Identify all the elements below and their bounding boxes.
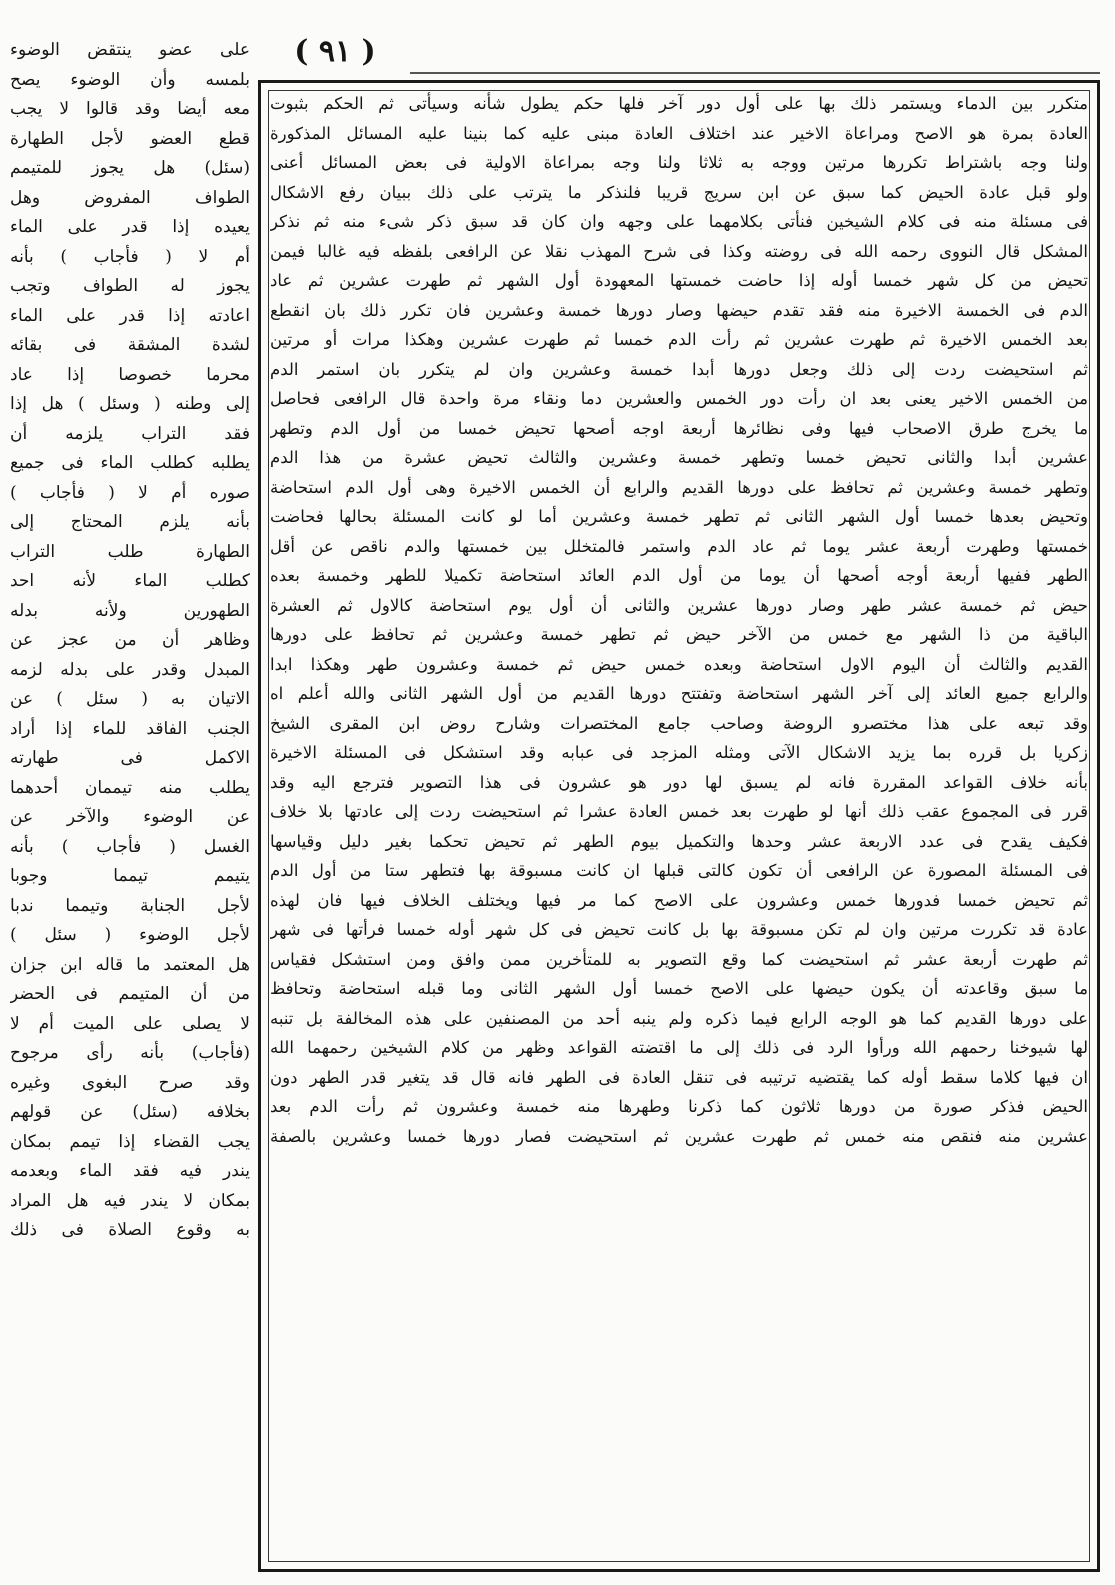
main-text-line: خمستها وطهرت أربعة عشر يوما ثم عاد الدم واستمر فالمتخلل بين خمستها والدم ناقص عن أقل: [270, 536, 1088, 556]
main-text-line: الباقية من ذا الشهر مع خمس من الآخر حيض ثم تطهر خمسة وعشرين ثم تحافظ على دورها: [270, 625, 1088, 644]
main-text-body: [270, 89, 1088, 1565]
header-rule: [410, 72, 1100, 74]
main-text-line: ان فيها كلاما سقط أوله كما يقتضيه ترتيبه فى تنقل العادة فى الطهر فانه قال قد يتغير قدر الطهر دون: [270, 1067, 1088, 1087]
main-text-line: متكرر بين الدماء ويستمر ذلك بها على أول دور آخر فلها حكم يطول شأنه وسيأتى ثم الحكم بثبوت: [270, 94, 1088, 113]
margin-text-line: يندر فيه فقد الماء وبعدمه: [10, 1161, 250, 1181]
main-text-line: عشرين منه فنقص منه خمس ثم طهرت عشرين ثم استحيضت فصار دورها خمسا وعشرين بالصفة: [270, 1126, 1088, 1146]
main-text-line: وتطهر خمسة وعشرين ثم تحافظ على دورها القديم والرابع أن الخمس الاخيرة وهى أول الدم استحاضة: [270, 477, 1088, 497]
margin-text-line: محرما خصوصا إذا عاد: [10, 364, 250, 385]
margin-text-line: قطع العضو لأجل الطهارة: [10, 128, 250, 149]
margin-text-line: أم لا ( فأجاب ) بأنه: [10, 246, 250, 267]
main-text-line: ما سبق وقاعدته أن يكون حيضها على الاصح خمسا أول الشهر الثانى وما قبله استحاضة وتحافظ: [270, 979, 1088, 998]
margin-text-line: بلمسه وأن الوضوء يصح: [10, 69, 250, 90]
main-text-line: وتحيض بعدها خمسا أول الشهر الثانى ثم تطهر خمسة وعشرين أما لو كانت المسئلة بحالها فحاضت: [270, 507, 1088, 526]
margin-text-line: الغسل ( فأجاب ) بأنه: [10, 836, 250, 857]
margin-text-line: اعادته إذا قدر على الماء: [10, 305, 250, 326]
margin-text-line: بأنه يلزم المحتاج إلى: [10, 512, 250, 532]
margin-text-line: يطلب منه تيممان أحدهما: [10, 777, 250, 798]
main-text-line: فى مسئلة منه فى كلام الشيخين فنأتى بكلامهما على وجهه وان كان قد سبق ذكر شىء منه ثم نذكر: [270, 212, 1088, 231]
main-text-line: ثم استحيضت ردت إلى ذلك وجعل دورها أبدا خمسة وعشرين وان لم يتكرر بان استمر الدم: [270, 359, 1088, 379]
margin-text-line: (فأجاب) بأنه رأى مرجوح: [10, 1043, 250, 1063]
main-text-line: فى المسئلة المصورة عن الرافعى أن تكون كالتى قبلها ان كانت مسبوقة بها فتطهر ستا من أول الدم: [270, 861, 1088, 880]
main-text-line: لها شيوخنا رحمهم الله ورأوا الرد فى ذلك إلى ما اقتضته القواعد وظهر من كلام الشيخين رحمهما الله: [270, 1038, 1088, 1057]
margin-text-line: إلى وطنه ( وسئل ) هل إذا: [10, 394, 250, 414]
margin-text-line: يجوز له الطواف وتجب: [10, 276, 250, 296]
margin-text-line: صوره أم لا ( فأجاب ): [10, 482, 250, 503]
main-text-line: تحيض من كل شهر خمسا أوله إذا حاضت خمستها المعهودة أول الشهر ثم طهرت عشرين ثم عاد: [270, 271, 1088, 290]
margin-text-line: هل المعتمد ما قاله ابن جزان: [10, 954, 250, 975]
margin-text-line: الاكمل فى طهارته: [10, 748, 250, 768]
margin-text-line: من أن المتيمم فى الحضر: [10, 984, 250, 1004]
margin-text-line: يعيده إذا قدر على الماء: [10, 217, 250, 237]
margin-text-line: المبدل وقدر على بدله لزمه: [10, 659, 250, 680]
margin-text-line: على عضو ينتقض الوضوء: [10, 40, 250, 60]
margin-text-line: الطواف المفروض وهل: [10, 187, 250, 208]
main-text-line: ولو قبل عادة الحيض كما سبق عن ابن سريج قريبا فلنذكر ما يترتب على ذلك ببيان رفع الاشكال: [270, 182, 1088, 202]
main-text-line: ما يخرج طرق الاصحاب فيها وفى نظائرها أربعة اوجه أصحها تحيض خمسا من أول الدم وتطهر: [270, 418, 1088, 438]
margin-text-line: فقد التراب يلزمه أن: [10, 423, 250, 444]
main-text-line: والرابع جميع العائد إلى آخر الشهر استحاضة وتفتتح دورها القديم من أول الشهر الثانى والله أعلم اه: [270, 684, 1088, 703]
margin-text-line: لأجل الجنابة وتيمما ندبا: [10, 895, 250, 916]
margin-text-line: وظاهر أن من عجز عن: [10, 630, 250, 650]
margin-commentary: [10, 36, 250, 1576]
margin-text-line: الجنب الفاقد للماء إذا أراد: [10, 718, 250, 739]
main-text-line: بعد الخمس الاخيرة ثم طهرت عشرين ثم رأت الدم خمسا ثم طهرت عشرين وهكذا مرات أو مرتين: [270, 330, 1088, 349]
margin-text-line: الطهارة طلب التراب: [10, 541, 250, 562]
margin-text-line: لأجل الوضوء ( سئل ): [10, 925, 250, 945]
margin-text-line: (سئل) هل يجوز للمتيمم: [10, 158, 250, 178]
main-text-line: ولنا وجه باشتراط تكررها مرتين ووجه به ثلاثا ولنا وجه بمراعاة الاولية فى بعض المسائل أعنى: [270, 153, 1088, 172]
page-number: ( ٩١ ): [294, 34, 376, 69]
margin-text-line: لا يصلى على الميت أم لا: [10, 1013, 250, 1034]
margin-text-line: بمكان لا يندر فيه هل المراد: [10, 1190, 250, 1211]
margin-text-line: يطلبه كطلب الماء فى جميع: [10, 453, 250, 473]
main-text-line: الحيض فذكر صورة من دورها ثلاثون كما ذكرنا وطهرها منه خمسة وعشرون ثم رأت الدم بعد: [270, 1097, 1088, 1116]
margin-text-line: يتيمم تيمما وجوبا: [10, 866, 250, 886]
margin-text-line: لشدة المشقة فى بقائه: [10, 335, 250, 355]
margin-text-line: كطلب الماء لأنه احد: [10, 571, 250, 591]
main-text-line: من الخمس الاخير يعنى بعد ان رأت دور الخمس والعشرين دما ونقاء مرة واحدة قال الرافعى فحاصل: [270, 389, 1088, 408]
main-text-line: فكيف يقدح فى عدد الاربعة عشر وحدها والتكميل بيوم الطهر ثم تحيض تحكما بغير دليل وقياسها: [270, 831, 1088, 851]
main-text-line: قرر فى المجموع عقب ذلك أنها لو طهرت بعد خمس العادة عشرا ثم استحيضت ردت إلى عادتها بلا خلاف: [270, 802, 1088, 821]
margin-text-line: عن الوضوء والآخر عن: [10, 807, 250, 827]
main-text-line: الطهر ففيها أربعة أوجه أصحها أن يوما من أول الدم العائد استحاضة تكميلا للطهر وخمسة بعده: [270, 566, 1088, 585]
margin-text-line: يجب القضاء إذا تيمم بمكان: [10, 1131, 250, 1152]
margin-text-line: الطهورين ولأنه بدله: [10, 600, 250, 621]
margin-text-line: وقد صرح البغوى وغيره: [10, 1072, 250, 1093]
main-text-line: ثم تحيض خمسا فدورها خمس وعشرون على الاصح كما مر فيها ويختلف الخلاف فيها فان لهذه: [270, 890, 1088, 910]
main-text-line: زكريا بل قرره بما يزيد الاشكال الآتى ومثله المزجد فى عبابه وقد استشكل فى المسئلة الاخيرة: [270, 743, 1088, 762]
main-text-line: الدم فى الخمسة الاخيرة منه فقد تقدم حيضها وصار دورها خمسة وعشرين فان تكرر ذلك بان انقطع: [270, 300, 1088, 320]
main-text-line: عادة قد تكررت مرتين وان لم تكن مسبوقة بها بل كانت تحيض فى كل شهر أوله خمسا فرأتها فى شهر: [270, 920, 1088, 939]
main-text-line: المشكل قال النووى رحمه الله فى روضته وكذا فى شرح المهذب نقلا عن الرافعى بلفظه فيه غالبا فيمن: [270, 241, 1088, 261]
main-text-line: القديم والثالث أن اليوم الاول استحاضة وبعده خمس حيض ثم خمسة وعشرون طهر وهكذا ابدا: [270, 654, 1088, 674]
margin-text-line: معه أيضا وقد قالوا لا يجب: [10, 99, 250, 119]
main-text-line: عشرين أبدا والثانى تحيض خمسا وتطهر خمسة وعشرين والثالث تحيض عشرة من هذا الدم: [270, 448, 1088, 467]
margin-text-line: بخلافه (سئل) عن قولهم: [10, 1102, 250, 1122]
main-text-line: وقد تبعه على هذا مختصرو الروضة وصاحب جامع المختصرات وشارح روض ابن المقرى الشيخ: [270, 713, 1088, 733]
main-text-line: ثم طهرت أربعة عشر ثم استحيضت كما وقع التصوير به للمتأخرين ممن وافق ومن استشكل فقياس: [270, 949, 1088, 969]
main-text-line: بأنه خلاف القواعد المقررة فانه لم يسبق لها دور هو عشرون فى هذا التصوير فترجع اليه وقد: [270, 772, 1088, 792]
main-text-line: على دورها القديم كما هو الوجه الرابع فيما ذكره ولم ينبه أحد من المصنفين على هذه المخالفة بل تنبه: [270, 1008, 1088, 1028]
margin-text-line: الاتيان به ( سئل ) عن: [10, 689, 250, 709]
main-text-line: العادة بمرة هو الاصح ومراعاة الاخير عند اختلاف العادة مبنى عليه كما بنينا عليه المسائل المذكورة: [270, 123, 1088, 143]
margin-text-line: به وقوع الصلاة فى ذلك: [10, 1220, 250, 1240]
main-text-line: حيض ثم خمسة عشر طهر وصار دورها عشرين والثانى أن أول يوم استحاضة كالاول ثم العشرة: [270, 595, 1088, 615]
